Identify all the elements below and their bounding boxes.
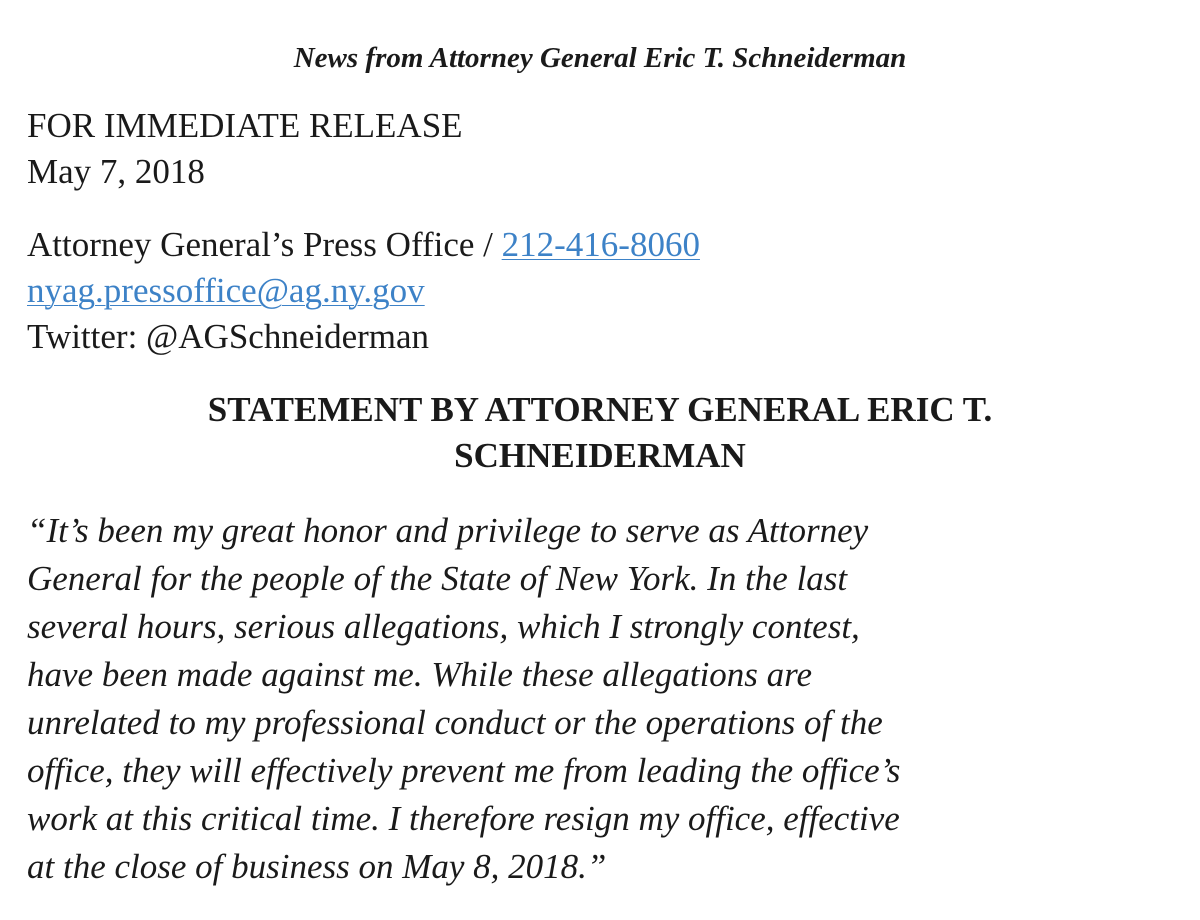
phone-link[interactable]: 212-416-8060 bbox=[501, 225, 700, 264]
quote-line-8: at the close of business on May 8, 2018.” bbox=[27, 847, 607, 886]
masthead: News from Attorney General Eric T. Schneiderman bbox=[293, 42, 907, 74]
quote-line-6: office, they will effectively prevent me from leading the office’s bbox=[27, 751, 901, 790]
statement-heading-line-1: STATEMENT BY ATTORNEY GENERAL ERIC T. bbox=[207, 390, 993, 429]
statement-heading bbox=[0, 387, 1200, 479]
quote-line-3: several hours, serious allegations, which I strongly contest, bbox=[27, 607, 860, 646]
quote-line-7: work at this critical time. I therefore resign my office, effective bbox=[27, 799, 900, 838]
quote-line-1: “It’s been my great honor and privilege to serve as Attorney bbox=[27, 511, 869, 550]
press-office-label: Attorney General’s Press Office / bbox=[27, 225, 502, 264]
release-date: May 7, 2018 bbox=[27, 152, 205, 191]
release-label: FOR IMMEDIATE RELEASE bbox=[27, 106, 463, 145]
quote-line-5: unrelated to my professional conduct or the operations of the bbox=[27, 703, 883, 742]
quote-line-2: General for the people of the State of New York. In the last bbox=[27, 559, 848, 598]
release-info bbox=[27, 103, 463, 195]
contact-info bbox=[27, 222, 700, 360]
twitter-handle: Twitter: @AGSchneiderman bbox=[27, 317, 430, 356]
press-office-line bbox=[27, 222, 700, 268]
email-line bbox=[27, 268, 700, 314]
email-link[interactable]: nyag.pressoffice@ag.ny.gov bbox=[27, 271, 425, 310]
statement-heading-line-2: SCHNEIDERMAN bbox=[454, 436, 746, 475]
quote-line-4: have been made against me. While these allegations are bbox=[27, 655, 813, 694]
statement-quote bbox=[27, 507, 900, 891]
